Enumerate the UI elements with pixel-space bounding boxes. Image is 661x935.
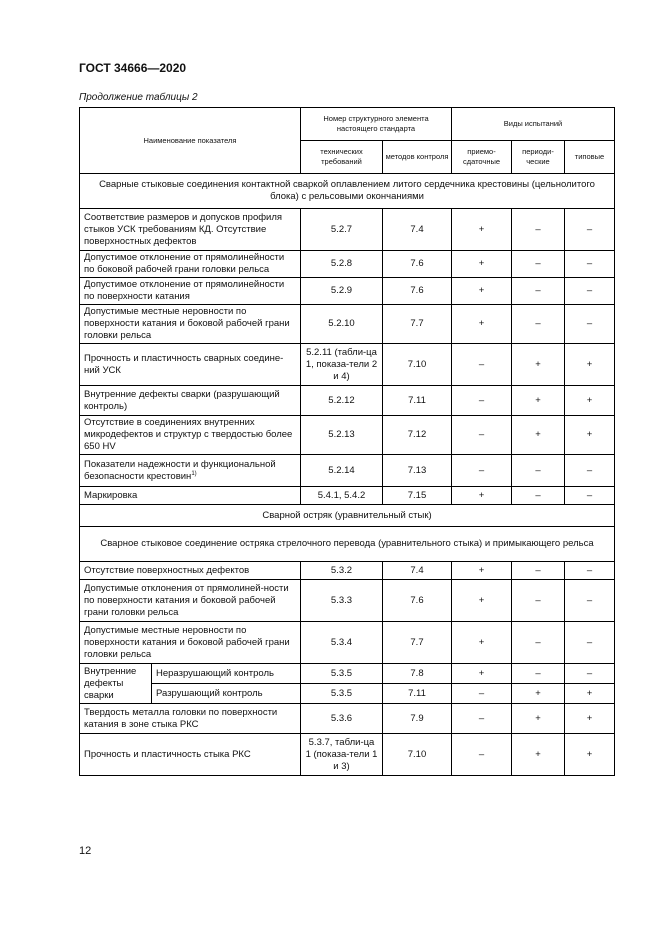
periodic-mark: + <box>512 416 565 455</box>
indicator-name <box>80 455 301 487</box>
footnote-ref: 1) <box>191 470 197 477</box>
tech-requirement-ref: 5.3.5 <box>301 664 383 684</box>
indicator-name: Внутренние дефекты сварки (разрушающий контроль) <box>80 386 301 416</box>
tech-requirement-ref: 5.3.4 <box>301 622 383 664</box>
tech-requirement-ref: 5.2.10 <box>301 305 383 344</box>
control-method-ref: 7.7 <box>383 622 452 664</box>
page-number: 12 <box>79 845 92 857</box>
periodic-mark: – <box>512 664 565 684</box>
indicator-name: Допустимое отклонение от прямолинейности по боковой рабочей грани головки рельса <box>80 251 301 278</box>
table-row <box>80 704 615 734</box>
acceptance-mark: – <box>452 734 512 776</box>
control-method-ref: 7.4 <box>383 209 452 251</box>
table-row <box>80 455 615 487</box>
acceptance-mark: – <box>452 704 512 734</box>
defects-group-label: Внутренние дефекты сварки <box>80 664 152 704</box>
type-test-mark: – <box>565 487 615 505</box>
subsection-title: Сварное стыковое соединение остряка стрелочного перевода (уравнительного стыка) и примыкающего рельса <box>80 527 615 562</box>
periodic-mark: – <box>512 455 565 487</box>
tech-requirement-ref: 5.2.9 <box>301 278 383 305</box>
type-test-mark: – <box>565 580 615 622</box>
header-acceptance: приемо-сдаточные <box>452 141 512 174</box>
subsection-row <box>80 527 615 562</box>
table-row <box>80 562 615 580</box>
control-method-ref: 7.10 <box>383 344 452 386</box>
control-method-ref: 7.15 <box>383 487 452 505</box>
control-method-ref: 7.8 <box>383 664 452 684</box>
indicator-name: Маркировка <box>80 487 301 505</box>
periodic-mark: – <box>512 580 565 622</box>
periodic-mark: – <box>512 622 565 664</box>
acceptance-mark: – <box>452 344 512 386</box>
control-method-ref: 7.6 <box>383 278 452 305</box>
periodic-mark: – <box>512 562 565 580</box>
header-row-1 <box>80 108 615 141</box>
header-element-number: Номер структурного элемента настоящего стандарта <box>301 108 452 141</box>
tech-requirement-ref: 5.4.1, 5.4.2 <box>301 487 383 505</box>
table-row <box>80 664 615 684</box>
header-control-methods: методов контроля <box>383 141 452 174</box>
table-row <box>80 734 615 776</box>
indicator-name: Допустимые местные неровности по поверхности катания и боковой рабочей грани головки рельса <box>80 305 301 344</box>
indicator-name: Прочность и пластичность стыка РКС <box>80 734 301 776</box>
periodic-mark: + <box>512 704 565 734</box>
table-row <box>80 209 615 251</box>
table-row <box>80 487 615 505</box>
tech-requirement-ref: 5.3.7, табли-ца 1 (показа-тели 1 и 3) <box>301 734 383 776</box>
periodic-mark: + <box>512 344 565 386</box>
acceptance-mark: + <box>452 664 512 684</box>
acceptance-mark: + <box>452 305 512 344</box>
control-method-ref: 7.6 <box>383 580 452 622</box>
type-test-mark: – <box>565 664 615 684</box>
table-row <box>80 580 615 622</box>
acceptance-mark: – <box>452 386 512 416</box>
acceptance-mark: + <box>452 251 512 278</box>
indicator-name: Твердость металла головки по поверхности катания в зоне стыка РКС <box>80 704 301 734</box>
tech-requirement-ref: 5.3.3 <box>301 580 383 622</box>
acceptance-mark: – <box>452 684 512 704</box>
indicator-name: Разрушающий контроль <box>152 684 301 704</box>
type-test-mark: + <box>565 386 615 416</box>
indicator-name: Допустимые отклонения от прямолиней-ности по поверхности катания и боковой рабочей грани головки рельса <box>80 580 301 622</box>
table-row <box>80 416 615 455</box>
section-row <box>80 505 615 527</box>
control-method-ref: 7.10 <box>383 734 452 776</box>
tech-requirement-ref: 5.2.7 <box>301 209 383 251</box>
control-method-ref: 7.7 <box>383 305 452 344</box>
table-continuation-caption: Продолжение таблицы 2 <box>79 92 198 103</box>
control-method-ref: 7.13 <box>383 455 452 487</box>
type-test-mark: – <box>565 622 615 664</box>
control-method-ref: 7.11 <box>383 684 452 704</box>
acceptance-mark: + <box>452 278 512 305</box>
acceptance-mark: + <box>452 209 512 251</box>
type-test-mark: – <box>565 455 615 487</box>
control-method-ref: 7.4 <box>383 562 452 580</box>
section-row <box>80 174 615 209</box>
type-test-mark: + <box>565 704 615 734</box>
type-test-mark: – <box>565 562 615 580</box>
type-test-mark: + <box>565 684 615 704</box>
table-row <box>80 386 615 416</box>
table-row <box>80 278 615 305</box>
tech-requirement-ref: 5.3.6 <box>301 704 383 734</box>
periodic-mark: – <box>512 305 565 344</box>
control-method-ref: 7.6 <box>383 251 452 278</box>
indicator-name: Отсутствие поверхностных дефектов <box>80 562 301 580</box>
indicator-name: Соответствие размеров и допусков профиля стыков УСК требованиям КД. Отсутствие поверхностных дефектов <box>80 209 301 251</box>
table-row <box>80 305 615 344</box>
indicator-name: Допустимое отклонение от прямолинейности по поверхности катания <box>80 278 301 305</box>
document-header: ГОСТ 34666—2020 <box>79 61 187 75</box>
table-row <box>80 622 615 664</box>
acceptance-mark: + <box>452 487 512 505</box>
type-test-mark: – <box>565 278 615 305</box>
table-row <box>80 344 615 386</box>
type-test-mark: – <box>565 209 615 251</box>
indicator-name: Неразрушающий контроль <box>152 664 301 684</box>
periodic-mark: – <box>512 278 565 305</box>
acceptance-mark: + <box>452 622 512 664</box>
header-indicator: Наименование показателя <box>80 108 301 174</box>
type-test-mark: – <box>565 305 615 344</box>
periodic-mark: – <box>512 251 565 278</box>
header-periodic: периоди-ческие <box>512 141 565 174</box>
control-method-ref: 7.12 <box>383 416 452 455</box>
tech-requirement-ref: 5.3.5 <box>301 684 383 704</box>
test-types-table <box>79 107 615 776</box>
tech-requirement-ref: 5.2.11 (табли-ца 1, показа-тели 2 и 4) <box>301 344 383 386</box>
type-test-mark: – <box>565 251 615 278</box>
periodic-mark: + <box>512 684 565 704</box>
periodic-mark: – <box>512 487 565 505</box>
indicator-name: Прочность и пластичность сварных соедине-ний УСК <box>80 344 301 386</box>
header-test-types: Виды испытаний <box>452 108 615 141</box>
periodic-mark: – <box>512 209 565 251</box>
tech-requirement-ref: 5.2.14 <box>301 455 383 487</box>
control-method-ref: 7.11 <box>383 386 452 416</box>
indicator-name: Отсутствие в соединениях внутренних микродефектов и структур с твердостью более 650 HV <box>80 416 301 455</box>
acceptance-mark: – <box>452 416 512 455</box>
periodic-mark: + <box>512 386 565 416</box>
tech-requirement-ref: 5.3.2 <box>301 562 383 580</box>
indicator-name: Допустимые местные неровности по поверхности катания и боковой рабочей грани головки рельса <box>80 622 301 664</box>
header-tech-requirements: технических требований <box>301 141 383 174</box>
section-title: Сварные стыковые соединения контактной сваркой оплавлением литого сердечника крестовины (цельнолитого блока) с рельсовыми окончаниями <box>80 174 615 209</box>
section-title: Сварной остряк (уравнительный стык) <box>80 505 615 527</box>
tech-requirement-ref: 5.2.12 <box>301 386 383 416</box>
table-row <box>80 684 615 704</box>
tech-requirement-ref: 5.2.8 <box>301 251 383 278</box>
type-test-mark: + <box>565 734 615 776</box>
type-test-mark: + <box>565 344 615 386</box>
periodic-mark: + <box>512 734 565 776</box>
header-type-tests: типовые <box>565 141 615 174</box>
type-test-mark: + <box>565 416 615 455</box>
tech-requirement-ref: 5.2.13 <box>301 416 383 455</box>
control-method-ref: 7.9 <box>383 704 452 734</box>
indicator-name-text: Показатели надежности и функциональной безопасности крестовин <box>84 458 276 482</box>
table-row <box>80 251 615 278</box>
acceptance-mark: + <box>452 580 512 622</box>
acceptance-mark: – <box>452 455 512 487</box>
acceptance-mark: + <box>452 562 512 580</box>
